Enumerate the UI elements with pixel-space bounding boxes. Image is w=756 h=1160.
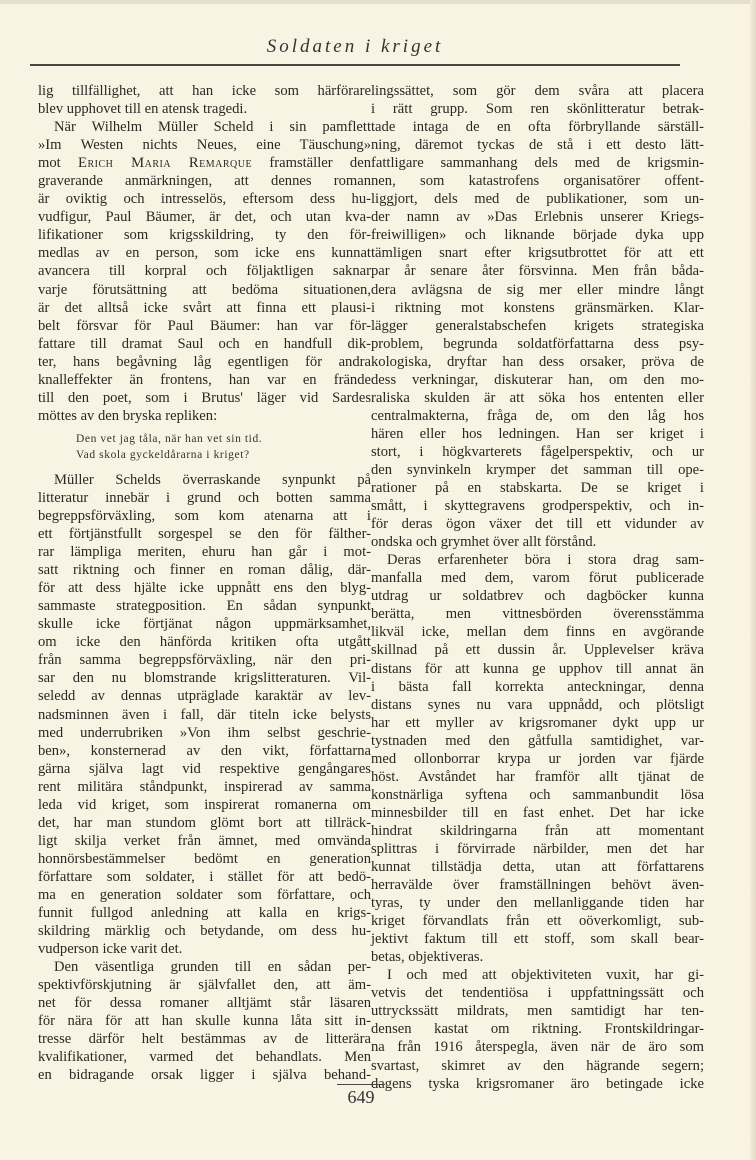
- text-line: leda vid kriget, som inspirerat romanerna om: [38, 796, 371, 813]
- text-line: freiwilligen» och liknande började dyka upp: [371, 227, 704, 244]
- text-line: manfalla med dem, varom förut publicerade: [371, 570, 704, 587]
- text-line: lig tillfällighet, att han icke som härförare: [38, 83, 371, 99]
- text-line: kriget förvandlats från ett oöverkomligt, sub-: [371, 913, 704, 930]
- text-line: mot Erich Maria Remarque framställer den: [38, 155, 371, 172]
- text-line: utdrag ur soldatbrev och dagböcker kunna: [371, 588, 704, 605]
- text-line: rationer på en stabskarta. De se kriget i: [371, 480, 704, 497]
- text-line: ma en generation soldater som författare, och: [38, 886, 371, 903]
- text-line: höst. Avståndet har framför allt tjänat de: [371, 768, 704, 785]
- text-line: vetvis det tendentiösa i uppfattningssätt och: [371, 985, 704, 1002]
- text-line: ondska och grymhet över allt förstånd.: [371, 534, 597, 551]
- text-line: är det alltså icke svårt att finna ett plausi-: [38, 299, 371, 316]
- text-line: blev upphovet till en atensk tragedi.: [38, 101, 248, 118]
- text-line: möttes av den bryska repliken:: [38, 407, 218, 424]
- text-line: belt försvar för Paul Bäumer: han var för-: [38, 317, 371, 334]
- text-line: densen kastat om riktning. Frontskildringar-: [371, 1021, 704, 1038]
- text-line: distans för att kunna ge upphov till annat än: [371, 660, 704, 677]
- text-line: från samma begreppsförväxling, när den pri-: [38, 652, 371, 669]
- text-line: raliska skulden är att söka hos ententen eller: [371, 389, 704, 406]
- text-line: avancera till korpral och följaktligen saknar: [38, 263, 371, 280]
- text-line: funnit fullgod anledning att kalla en krigs-: [38, 905, 371, 922]
- text-line: stort, i högkvarterets fågelperspektiv, och ur: [371, 443, 704, 460]
- text-line: tyras, ty under den mellanliggande tiden har: [371, 895, 704, 912]
- text-line: vudperson icke varit det.: [38, 941, 183, 958]
- text-line: kunnat tillstädja detta, utan att författarens: [371, 859, 704, 876]
- text-line: graverande anmärkningen, att dennes roman: [38, 173, 371, 190]
- text-line: Müller Schelds överraskande synpunkt på: [54, 471, 371, 488]
- text-line: tystnaden med den gåtfulla samtidighet, var-: [371, 732, 704, 749]
- text-line: i bästa fall korrekta anteckningar, denna: [371, 678, 704, 695]
- text-line: för deras ögon växer det till ett vidunder av: [371, 516, 704, 533]
- paragraph: [371, 82, 704, 551]
- text-line: splittras i förvirrade närbilder, men det har: [371, 840, 704, 857]
- text-line: spektivförskjutning är självfallet den, att äm-: [38, 977, 371, 994]
- text-line: har ett myller av krigsromaner dykt upp ur: [371, 714, 704, 731]
- text-line: rar lämpliga meriten, ehuru han går i mot-: [38, 544, 371, 561]
- paragraph: [38, 118, 371, 425]
- text-line: är oviktig och intresselös, eftersom dess hu-: [38, 191, 371, 208]
- text-line: uttryckssätt mildrats, men samtidigt har ten-: [371, 1003, 704, 1020]
- text-line: net för dessa romaner alltjämt står läsaren: [38, 995, 371, 1012]
- text-line: ben», konsternerad av den vikt, författarna: [38, 742, 371, 759]
- text-line: dera avlägsna de sig mer eller mindre långt: [371, 281, 704, 298]
- text-line: betas, objektiveras.: [371, 949, 484, 966]
- running-header: [30, 30, 680, 60]
- text-line: Deras erfarenheter böra i stora drag sam-: [387, 552, 704, 569]
- text-line: sammaste strategposition. En sådan synpunkt: [38, 598, 371, 615]
- text-line: kvalifikationer, varmed det behandlats. Men: [38, 1049, 371, 1066]
- text-line: ett förtjänstfullt sorgespel se den för fälther-: [38, 526, 371, 543]
- text-line: seledd av dennas utpräglade karaktär av lev-: [38, 688, 371, 705]
- text-line: till den poet, som i Brutus' läger vid Sardes: [38, 389, 371, 406]
- text-line: När Wilhelm Müller Scheld i sin pamflett: [54, 119, 371, 136]
- text-line: det, har man stundom glömt bort att tillräck-: [38, 814, 371, 831]
- text-line: ter, hans begåvning låg egentligen för andra: [38, 353, 371, 370]
- text-line: den synvinkeln krymper det samman till ope-: [371, 461, 704, 478]
- text-line: jektivt faktum till ett stoff, som skall bear-: [371, 931, 704, 948]
- text-line: med ollonborrar krypa ur jorden var fjärde: [371, 750, 704, 767]
- text-line: i riktning mot konstens gränsmärken. Klar-: [371, 299, 704, 316]
- paragraph: [38, 82, 371, 118]
- text-line: skillnad på ett dussin år. Upplevelser kräva: [371, 642, 704, 659]
- header-rule: [30, 64, 680, 66]
- right-column: [371, 82, 704, 1093]
- text-line: liggjort, dels med de publikationer, som un-: [371, 191, 704, 208]
- text-line: satt riktning och finner en roman dålig, där-: [38, 562, 371, 579]
- text-line: problem, begrunda soldatförfattarna dess psy-: [371, 335, 704, 352]
- text-line: I och med att objektiviteten vuxit, har gi-: [387, 967, 704, 984]
- text-line: likväl icke, mellan dem finns en avgörande: [371, 624, 704, 641]
- text-line: hären eller hos ledningen. Han ser kriget i: [371, 425, 704, 442]
- text-line: berätta, men vittnesbörden överensstämma: [371, 606, 704, 623]
- text-line: för nära för att han skulle kunna låta sitt in-: [38, 1013, 371, 1030]
- text-line: vudfigur, Paul Bäumer, är det, och utan kva-: [38, 209, 371, 226]
- page-right-edge: [750, 0, 756, 1160]
- text-line: kologiska, dryftar han dess orsaker, pröva de: [371, 353, 704, 370]
- paragraph: [38, 471, 371, 958]
- page-top-edge: [0, 0, 756, 4]
- text-line: tresse därför helt bestämmas av de litterära: [38, 1031, 371, 1048]
- text-line: lägger generalstabschefen krigets strategiska: [371, 317, 704, 334]
- text-line: fattare till dramat Saul och en handfull dik-: [38, 335, 371, 352]
- paragraph: [38, 958, 371, 1084]
- paragraph: [371, 551, 704, 966]
- page-number: 649: [337, 1084, 385, 1108]
- text-line: par år senare åter försvinna. Men från båda-: [371, 263, 704, 280]
- text-line: gärna själva lagt vid respektive gengångares: [38, 760, 371, 777]
- author-name: Erich Maria Remarque: [78, 155, 253, 172]
- running-title: Soldaten i kriget: [266, 36, 444, 57]
- text-line: medlas av en person, som icke ens kunnat: [38, 245, 371, 262]
- text-line: om icke den hänförda kritiken ofta utgått: [38, 634, 371, 651]
- text-line: skildring märklig och betydande, om dess hu-: [38, 923, 371, 940]
- text-line: tade intaga de en ofta förbryllande särställ-: [371, 119, 704, 136]
- text-line: rent militära ståndpunkt, inspirerad av samma: [38, 778, 371, 795]
- text-line: dagens tyska krigsromaner äro betingade icke: [371, 1075, 704, 1092]
- quote-line: Vad skola gyckeldårarna i kriget?: [76, 448, 250, 461]
- text-line: knalleffekter än frontens, han var en frände: [38, 371, 371, 388]
- text-line: smått, i skyttegravens grodperspektiv, och in-: [371, 498, 704, 515]
- text-line: för att dess hjälte icke uppnått ens den blyg-: [38, 580, 371, 597]
- text-line: i rätt grupp. Som ren skönlitteratur betrak-: [371, 101, 704, 118]
- text-line: tämligen snart efter krigsutbrottet för att ett: [371, 245, 704, 262]
- paragraph: [371, 966, 704, 1092]
- quote-line: Den vet jag tåla, när han vet sin tid.: [76, 432, 263, 445]
- text-line: der namn av »Das Erlebnis unserer Kriegs-: [371, 209, 704, 226]
- text-line: minnesbilder till en fast enhet. Det har icke: [371, 804, 704, 821]
- text-line: en bidragande orsak ligger i själva behand-: [38, 1067, 371, 1084]
- text-line: nadsminnen även i fall, där titeln icke belysts: [38, 706, 371, 723]
- text-line: na från 1916 återspegla, även när de äro som: [371, 1039, 704, 1056]
- text-line: honnörsbestämmelser bedömt en generation: [38, 850, 371, 867]
- text-line: ning, däremot tyckas de stå i ett desto lätt-: [371, 137, 704, 154]
- text-line: begreppsförväxling, som kom atenarna att i: [38, 507, 371, 524]
- text-line: dess verkningar, diskuterar han, om den mo-: [371, 371, 704, 388]
- text-line: svartast, skimret av den hägrande segern;: [371, 1057, 704, 1074]
- left-column: [38, 82, 371, 1084]
- text-line: fattligare sammanhang dels med de krigsmin-: [371, 155, 704, 172]
- text-line: hindrat skildringarna från att momentant: [371, 822, 704, 839]
- text-line: distans synes nu vara uppnådd, och plötsligt: [371, 696, 704, 713]
- text-line: författare som soldater, i stället för att bedö-: [38, 868, 371, 885]
- text-line: ligt skilja verket från ämnet, med omvända: [38, 832, 371, 849]
- text-line: skulle icke förtjänat någon uppmärksamhet,: [38, 616, 371, 633]
- text-line: Den väsentliga grunden till en sådan per-: [54, 959, 371, 976]
- text-line: varje förutsättning att bedöma situationen,: [38, 281, 371, 298]
- text-line: herravälde över framställningen behövt även-: [371, 877, 704, 894]
- text-line: sar den nu blomstrande krigslitteraturen. Vil-: [38, 670, 371, 687]
- text-line: centralmakterna, fråga de, om den låg hos: [371, 407, 704, 424]
- text-line: lifikationer som krigsskildring, ty den för-: [38, 227, 371, 244]
- verse-quote: [38, 431, 371, 463]
- text-line: litteratur innebär i grund och botten samma: [38, 489, 371, 506]
- text-line: lingssättet, som gör dem svåra att placera: [371, 83, 704, 99]
- text-line: »Im Westen nichts Neues, eine Täuschung»: [38, 137, 371, 154]
- text-line: med underrubriken »Von ihm selbst geschrie-: [38, 724, 371, 741]
- text-line: nen, som katastrofens organisatörer offent-: [371, 173, 704, 190]
- text-line: konstnärliga syftena och sammanbundit lösa: [371, 786, 704, 803]
